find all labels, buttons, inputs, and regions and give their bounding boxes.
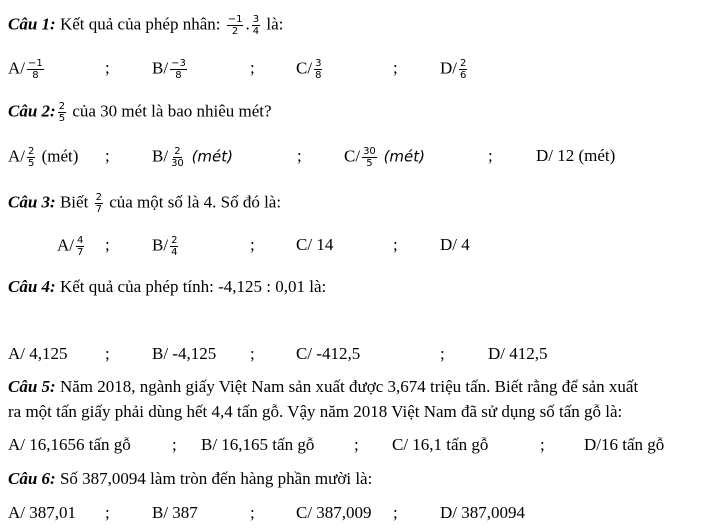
separator: ; xyxy=(393,58,398,77)
question-text: Kết quả của phép tính: -4,125 : 0,01 là: xyxy=(55,277,327,296)
options-row-3 xyxy=(0,235,713,261)
separator: ; xyxy=(105,344,110,363)
question-text: Biết xyxy=(55,192,93,212)
question-text: của một số là 4. Số đó là: xyxy=(104,192,282,212)
separator: ; xyxy=(393,235,398,254)
question-4 xyxy=(8,277,326,297)
question-label: Câu 4: xyxy=(8,277,56,296)
option-a[interactable]: A/ 4,125 xyxy=(8,344,68,363)
separator: ; xyxy=(105,503,110,522)
option-d[interactable]: D/ 387,0094 xyxy=(440,503,525,522)
question-text: Năm 2018, ngành giấy Việt Nam sản xuất được 3,674 triệu tấn. Biết rằng để sản xuất xyxy=(55,377,639,396)
separator: ; xyxy=(250,58,255,77)
question-6 xyxy=(8,469,372,489)
separator: ; xyxy=(105,58,110,77)
option-b[interactable]: B/ $\frac{2}{4}$ xyxy=(152,235,178,258)
separator: ; xyxy=(297,146,302,165)
question-text: của 30 mét là bao nhiêu mét? xyxy=(68,101,272,121)
question-label: Câu 6: xyxy=(8,469,56,488)
separator: ; xyxy=(540,435,545,454)
options-row-6 xyxy=(0,503,713,525)
question-3 xyxy=(8,192,281,215)
option-b[interactable]: B/ $\frac{2}{30}$ (mét) xyxy=(152,146,233,169)
separator: ; xyxy=(354,435,359,454)
question-label: Câu 1: xyxy=(8,14,56,34)
option-c[interactable]: C/ -412,5 xyxy=(296,344,361,363)
fraction: $\frac{3}{4}$ xyxy=(252,14,260,37)
separator: ; xyxy=(250,235,255,254)
option-b[interactable]: B/ $\frac{-3}{8}$ xyxy=(152,58,186,81)
option-a[interactable]: A/ 16,1656 tấn gỗ xyxy=(8,435,131,454)
option-b[interactable]: B/ 387 xyxy=(152,503,198,522)
separator: ; xyxy=(488,146,493,165)
option-a[interactable]: A/ $\frac{2}{5}$ (mét) xyxy=(8,146,79,169)
multiply-dot: . xyxy=(245,14,250,34)
options-row-4 xyxy=(0,344,713,366)
option-c[interactable]: C/ 16,1 tấn gỗ xyxy=(392,435,489,454)
fraction: $\frac{2}{7}$ xyxy=(95,192,102,215)
question-label: Câu 2: xyxy=(8,101,56,121)
separator: ; xyxy=(172,435,177,454)
question-text: Kết quả của phép nhân: xyxy=(55,14,225,34)
separator: ; xyxy=(250,503,255,522)
option-d[interactable]: D/ 12 (mét) xyxy=(536,146,616,165)
separator: ; xyxy=(393,503,398,522)
option-a[interactable]: A/ 387,01 xyxy=(8,503,76,522)
question-label: Câu 3: xyxy=(8,192,56,212)
options-row-2 xyxy=(0,146,713,172)
option-d[interactable]: D/ $\frac{2}{6}$ xyxy=(440,58,467,81)
option-a[interactable]: A/ $\frac{4}{7}$ xyxy=(57,235,84,258)
option-c[interactable]: C/ $\frac{30}{5}$ (mét) xyxy=(344,146,425,169)
separator: ; xyxy=(105,235,110,254)
question-label: Câu 5: xyxy=(8,377,56,396)
options-row-5 xyxy=(0,435,713,457)
option-c[interactable]: C/ $\frac{3}{8}$ xyxy=(296,58,322,81)
option-a[interactable]: A/ $\frac{-1}{8}$ xyxy=(8,58,43,81)
fraction: $\frac{2}{5}$ xyxy=(58,101,66,124)
question-5 xyxy=(8,377,638,397)
separator: ; xyxy=(105,146,110,165)
option-c[interactable]: C/ 387,009 xyxy=(296,503,372,522)
fraction: $\frac{-1}{2}$ xyxy=(227,14,243,37)
separator: ; xyxy=(250,344,255,363)
question-1 xyxy=(8,14,283,37)
question-2 xyxy=(8,101,272,124)
question-text: Số 387,0094 làm tròn đến hàng phần mười là: xyxy=(55,469,373,488)
option-d[interactable]: D/ 4 xyxy=(440,235,470,254)
option-b[interactable]: B/ 16,165 tấn gỗ xyxy=(201,435,315,454)
question-text: là: xyxy=(262,14,284,34)
option-b[interactable]: B/ -4,125 xyxy=(152,344,217,363)
separator: ; xyxy=(440,344,445,363)
option-d[interactable]: D/ 412,5 xyxy=(488,344,548,363)
question-5-continued: ra một tấn giấy phải dùng hết 4,4 tấn gỗ. Vậy năm 2018 Việt Nam đã sử dụng số tấn gỗ là: xyxy=(8,402,623,421)
option-d[interactable]: D/16 tấn gỗ xyxy=(584,435,665,454)
option-c[interactable]: C/ 14 xyxy=(296,235,334,254)
options-row-1 xyxy=(0,58,713,84)
